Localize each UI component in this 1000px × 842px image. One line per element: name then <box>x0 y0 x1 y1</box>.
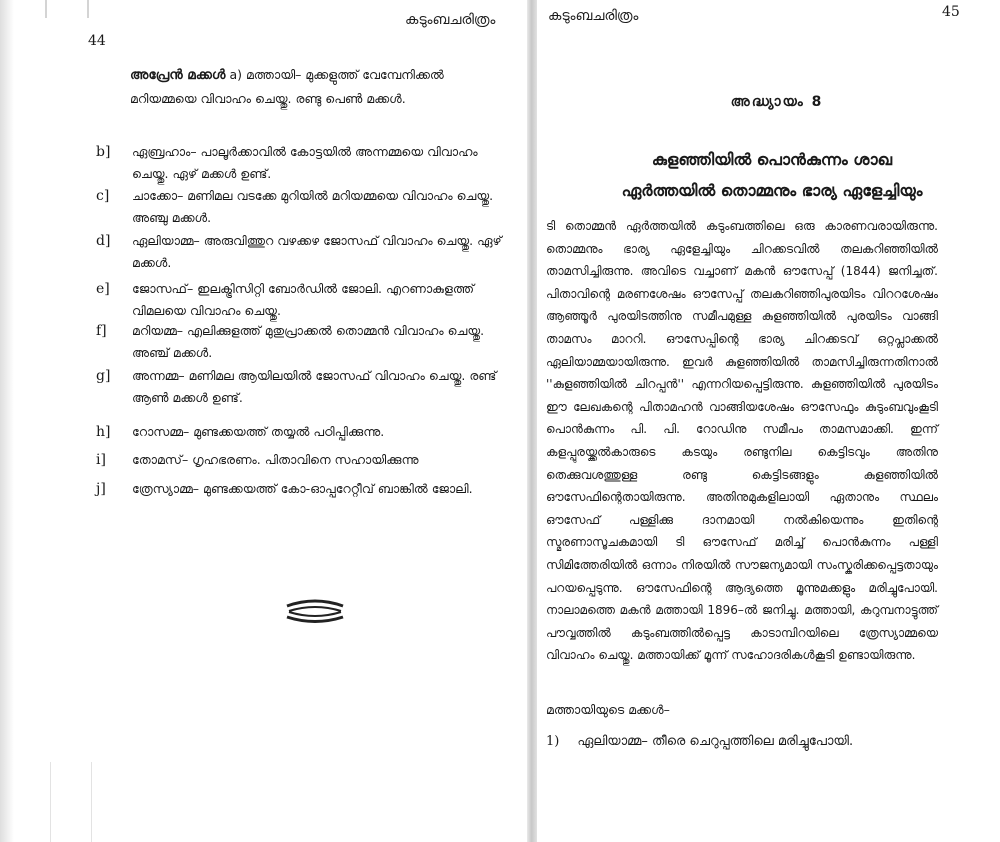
list-item <box>546 734 966 749</box>
right-running-head: കടുംബചരിത്രം <box>548 8 639 24</box>
right-page <box>532 0 1000 842</box>
end-ornament-icon <box>283 598 347 624</box>
intro-text: a) മത്തായി– മുക്കളുത്ത് വേമ്പേനിക്കൽ മറിയമ്മയെ വിവാഹം ചെയ്തു. രണ്ടു പെൺ മക്കൾ. <box>130 67 444 106</box>
entry-letter: f] <box>96 323 107 339</box>
child-number: 1) <box>546 734 560 749</box>
entry-text: അന്നമ്മ– മണിമല ആയിലയിൽ ജോസഫ് വിവാഹം ചെയ്തു. രണ്ട് ആൺ മക്കൾ ഉണ്ട്. <box>132 368 497 405</box>
entry-letter: d] <box>96 233 111 249</box>
entry-text: റോസമ്മ– മുണ്ടക്കയത്ത് തയ്യൽ പഠിപ്പിക്കുന്നു. <box>132 424 385 439</box>
children-label: മത്തായിയുടെ മക്കൾ– <box>546 702 670 717</box>
left-page-number: 44 <box>88 33 106 49</box>
entry-letter: b] <box>96 144 111 160</box>
entry-text: ജോസഫ്– ഇലക്ട്രിസിറ്റി ബോർഡിൽ ജോലി. എറണാകുളത്ത് വിമലയെ വിവാഹം ചെയ്തു. <box>132 281 475 318</box>
entry-letter: i] <box>96 452 106 468</box>
entry-text: ഏലിയാമ്മ– അരുവിത്തുറ വഴക്കഴ ജോസഫ് വിവാഹം ചെയ്തു. ഏഴ് മക്കൾ. <box>132 233 502 270</box>
entry-letter: h] <box>96 424 111 440</box>
body-paragraph: ടി തൊമ്മൻ ഏർത്തയിൽ കടുംബത്തിലെ ഒരു കാരണവരായിരുന്നു. തൊമ്മനും ഭാര്യ ഏളേച്ചിയും ചിറക്കടവിൽ തലകറിഞ്ഞിയിൽ താമസിച്ചിരുന്നു. അവിടെ വച്ചാണ് മകൻ ഔസേപ്പ് (1844) ജനിച്ചത്. പിതാവിന്റെ മരണശേഷം ഔസേപ്പ് തലകറിഞ്ഞിപുരയിടം വിററശേഷം ആഞ്ഞൂർ പുരയിടത്തിനു സമീപമുള്ള കുളഞ്ഞിയിൽ പുരയിടം വാങ്ങി താമസം മാററി. ഔസേപ്പിന്റെ ഭാര്യ ചിറക്കടവ് ഒറ്റപ്ലാക്കൽ ഏലിയാമ്മയായിരുന്നു. ഇവർ കുളഞ്ഞിയിൽ താമസിച്ചിരുന്നതിനാൽ ''കുളഞ്ഞിയിൽ ചിറപ്പൻ'' എന്നറിയപ്പെട്ടിരുന്നു. കുളഞ്ഞിയിൽ പുരയിടം ഈ ലേഖകന്റെ പിതാമഹൻ വാങ്ങിയശേഷം ഔസേഫും കുടുംബവുംകൂടി പൊൻകുന്നം പി. പി. റോഡിനു സമീപം താമസമാക്കി. ഇന്ന് കളപ്പുരയ്ക്കൽകാരുടെ കടയും രണ്ടുനില കെട്ടിടവും അതിനു തെക്കുവശത്തുള്ള രണ്ടു കെട്ടിടങ്ങളും കുളഞ്ഞിയിൽ ഔസേഫിന്റെതായിരുന്നു. അതിനുമുകളിലായി ഏതാനും സ്ഥലം ഔസേഫ് പള്ളിക്കു ദാനമായി നൽകിയെന്നും ഇതിന്റെ സ്മരണാസൂചകമായി ടി ഔസേഫ് മരിച്ച് പൊൻകുന്നം പള്ളി സിമിത്തേരിയിൽ ഒന്നാം നിരയിൽ സൗജന്യമായി സംസ്കരിക്കപ്പെട്ടതായും പറയപ്പെടുന്നു. ഔസേഫിന്റെ ആദ്യത്തെ മൂന്നുമക്കളും മരിച്ചുപോയി. നാലാമത്തെ മകൻ മത്തായി 1896–ൽ ജനിച്ചു. മത്തായി, കറുമ്പനാട്ടുത്ത് പൗവ്വത്തിൽ കടുംബത്തിൽപ്പെട്ട കാടാമ്പിറയിലെ ത്രേസ്യാമ്മയെ വിവാഹം ചെയ്തു. മത്തായിക്ക് മൂന്ന് സഹോദരികൾകൂടി ഉണ്ടായിരുന്നു. <box>546 219 938 663</box>
entry-text: ചാക്കോ– മണിമല വടക്കേ മുറിയിൽ മറിയമ്മയെ വിവാഹം ചെയ്തു. അഞ്ചു മക്കൾ. <box>132 188 494 225</box>
entry-letter: c] <box>96 188 110 204</box>
entry-letter: g] <box>96 368 111 384</box>
entry-text: ത്രേസ്യാമ്മ– മുണ്ടക്കയത്ത് കോ-ഓപ്പറേറ്റീവ് ബാങ്കിൽ ജോലി. <box>132 481 473 496</box>
entry-text: തോമസ്– ഗൃഹഭരണം. പിതാവിനെ സഹായിക്കുന്നു <box>132 452 419 467</box>
entry-letter: e] <box>96 281 110 297</box>
entry-text: മറിയമ്മ– എലിക്കുളത്ത് മുതുപ്രാക്കൽ തൊമ്മൻ വിവാഹം ചെയ്തു. അഞ്ച് മക്കൾ. <box>132 323 485 360</box>
left-running-head: കടുംബചരിത്രം <box>405 12 496 28</box>
entry-text: ഏബ്രഹാം– പാലൂർക്കാവിൽ കോട്ടയിൽ അന്നമ്മയെ വിവാഹം ചെയ്തു. ഏഴ് മക്കൾ ഉണ്ട്. <box>132 144 478 181</box>
right-page-number: 45 <box>942 4 960 20</box>
entry-letter: j] <box>96 481 106 497</box>
section-title: കുളഞ്ഞിയിൽ പൊൻകുന്നം ശാഖ <box>651 150 893 169</box>
child-text: ഏലിയാമ്മ– തീരെ ചെറുപ്പത്തിലെ മരിച്ചുപോയി. <box>577 734 854 749</box>
intro-name: അപ്രേൻ മക്കൾ <box>130 67 226 83</box>
chapter-heading: അദ്ധ്യായം 8 <box>730 94 824 110</box>
section-subtitle: ഏർത്തയിൽ തൊമ്മനും ഭാര്യ ഏളേച്ചിയും <box>621 181 923 200</box>
intro-paragraph <box>130 63 510 111</box>
